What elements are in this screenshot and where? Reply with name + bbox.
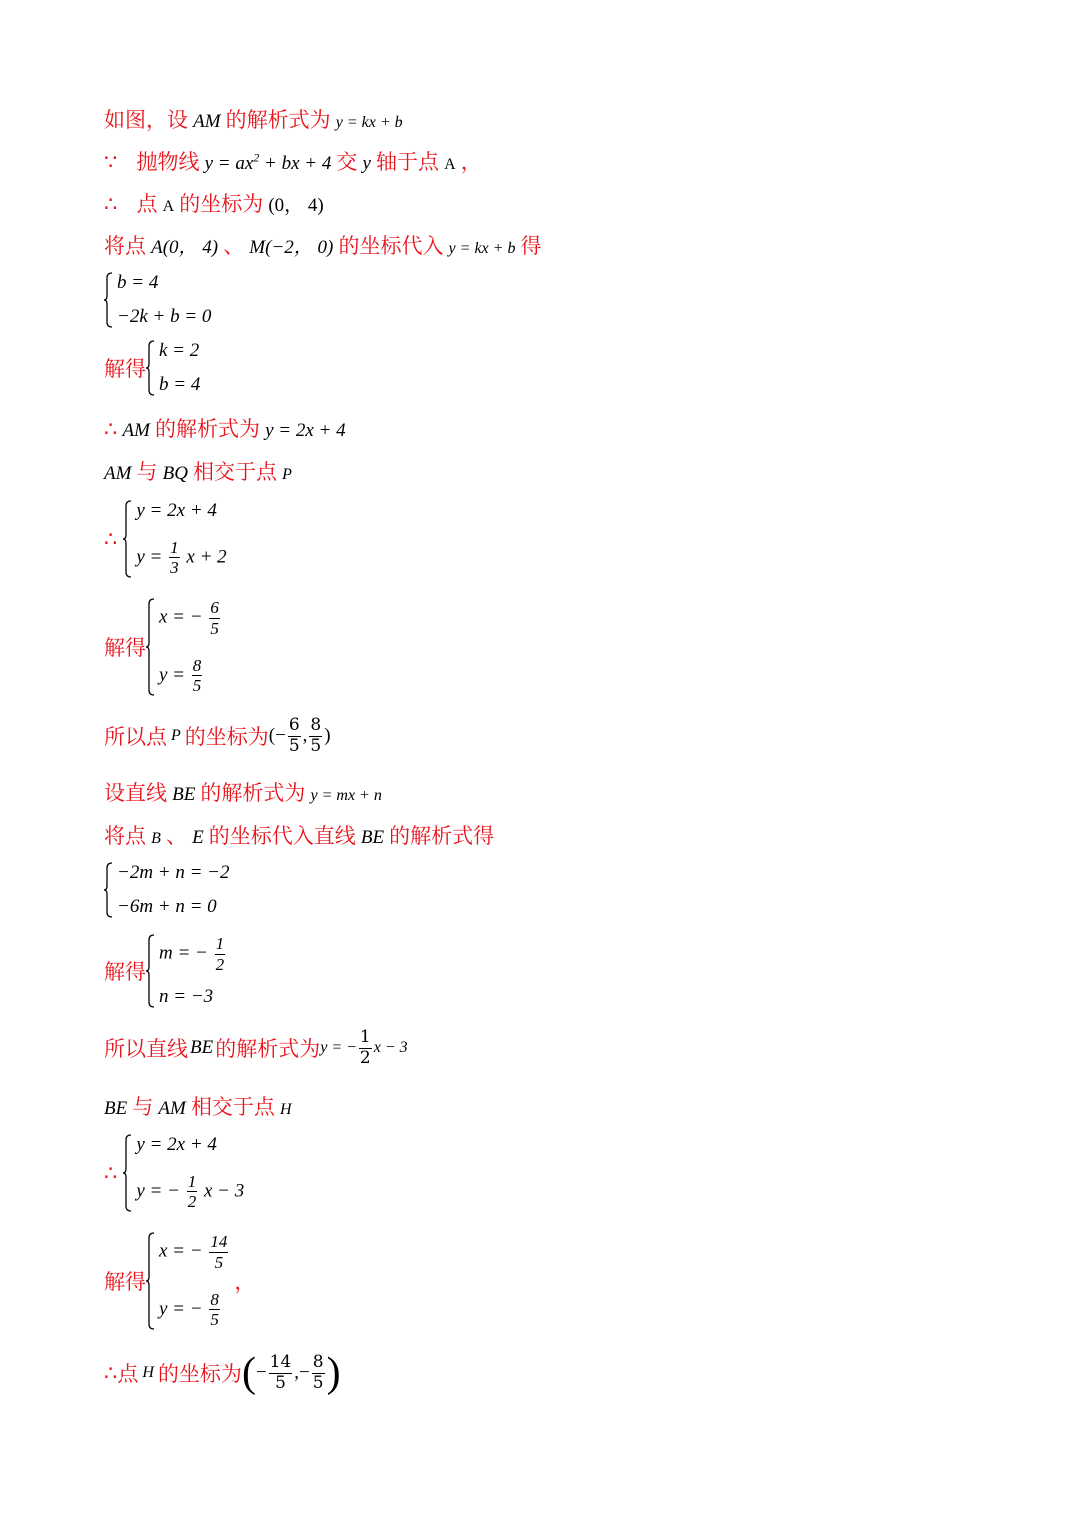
equation: y = 2x + 4 — [136, 500, 217, 521]
eq-part: y = − — [159, 1298, 203, 1320]
text: 的坐标代入直线 — [208, 824, 356, 848]
text: 将点 — [104, 824, 146, 848]
math: y — [362, 153, 371, 174]
text: 设直线 — [104, 781, 167, 805]
fraction — [209, 1232, 228, 1272]
text: 解得 — [104, 636, 146, 660]
text: 的解析式为 — [225, 108, 331, 132]
numerator: 14 — [269, 1351, 292, 1372]
eq-part: m = − — [159, 942, 208, 964]
numerator: 8 — [312, 1351, 324, 1372]
denominator: 5 — [288, 735, 300, 756]
solution-4 — [104, 1232, 255, 1330]
math: AM — [122, 420, 150, 441]
text: 解得 — [104, 357, 146, 381]
math: A(0， 4) — [151, 237, 219, 258]
system-2 — [104, 500, 227, 578]
denominator: 5 — [192, 676, 202, 696]
numerator: 8 — [310, 715, 322, 735]
math: − — [255, 1362, 267, 1383]
text: 的坐标为 — [157, 1362, 242, 1386]
eq-part: y = — [159, 664, 186, 686]
math: H — [280, 1101, 292, 1118]
math: E — [192, 827, 204, 848]
equation: n = −3 — [159, 986, 214, 1007]
solution-1 — [104, 340, 200, 396]
equation: −2k + b = 0 — [117, 306, 212, 327]
math: P — [282, 466, 292, 483]
text: 轴于点 — [376, 150, 440, 174]
equation: −6m + n = 0 — [117, 896, 217, 917]
therefore-symbol: ∴ — [104, 417, 118, 441]
eq-part: x = − — [159, 1240, 203, 1262]
math: y = mx + n — [310, 787, 382, 804]
math: BE — [190, 1037, 214, 1059]
fraction — [187, 1172, 198, 1212]
text: 所以点 — [104, 725, 167, 750]
fraction — [312, 1353, 325, 1393]
text: 的解析式为 — [215, 1037, 321, 1062]
equation: y = 2x + 4 — [136, 1134, 217, 1155]
math: (− — [268, 725, 286, 747]
denominator: 5 — [310, 735, 322, 756]
left-brace — [123, 500, 132, 578]
text: 、 — [223, 234, 245, 258]
equation — [159, 656, 222, 696]
line-16 — [104, 1352, 341, 1394]
line-4 — [104, 230, 542, 260]
math: H — [142, 1364, 154, 1381]
fraction — [215, 934, 226, 974]
left-brace — [104, 272, 113, 328]
line-10 — [104, 777, 382, 807]
text: 将点 — [104, 234, 146, 258]
numerator: 1 — [215, 934, 225, 953]
equation: −2m + n = −2 — [117, 862, 230, 883]
math: ) — [324, 725, 331, 747]
numerator: 6 — [288, 715, 300, 735]
equation — [159, 934, 227, 974]
math: AM — [104, 463, 132, 484]
eq-part: y = — [136, 546, 163, 568]
equation: b = 4 — [159, 374, 201, 395]
text: 相交于点 — [190, 1095, 275, 1119]
text: ， — [234, 1270, 256, 1294]
therefore-symbol: ∴ — [104, 1361, 118, 1385]
math: (0， 4) — [268, 195, 324, 216]
math: AM — [193, 111, 221, 132]
text: 抛物线 — [136, 150, 200, 174]
parabola-equation: $y = ax^2$ + bx + 4 — [204, 150, 332, 174]
text: 点 — [136, 192, 158, 216]
denominator: 2 — [187, 1192, 197, 1212]
text: 、 — [165, 824, 187, 848]
numerator: 14 — [210, 1232, 228, 1251]
numerator: 1 — [170, 537, 179, 557]
math: , — [302, 725, 308, 747]
left-brace — [146, 598, 155, 696]
equation: k = 2 — [159, 340, 200, 361]
fraction — [359, 1028, 372, 1068]
text: 得 — [520, 234, 542, 258]
left-brace — [104, 862, 113, 918]
denominator: 5 — [312, 1372, 324, 1393]
denominator: 2 — [215, 954, 225, 974]
fraction — [169, 538, 180, 578]
denominator: 2 — [359, 1047, 371, 1068]
equation — [159, 598, 222, 638]
fraction — [192, 656, 203, 696]
line-14 — [104, 1091, 292, 1121]
left-brace — [123, 1134, 132, 1212]
line-9 — [104, 716, 331, 756]
text: 解得 — [104, 960, 146, 984]
eq-part: x − 3 — [203, 1180, 245, 1202]
therefore-symbol: ∴ — [104, 1161, 118, 1185]
system-4 — [104, 1134, 244, 1212]
text: 的坐标为 — [184, 725, 269, 750]
equation — [136, 1172, 244, 1212]
therefore-symbol: ∴ — [104, 527, 118, 551]
left-brace — [146, 340, 155, 396]
solution-3 — [104, 934, 227, 1008]
system-1 — [104, 272, 211, 328]
left-brace — [146, 1232, 155, 1330]
line-7 — [104, 456, 292, 486]
text: 点 — [117, 1362, 139, 1386]
close-paren: ) — [326, 1350, 341, 1396]
math: B — [151, 830, 161, 847]
math: BE — [104, 1098, 128, 1119]
math: BQ — [162, 463, 188, 484]
math: M(−2， 0) — [249, 237, 334, 258]
numerator: 6 — [210, 598, 219, 617]
text: 与 — [136, 460, 158, 484]
fraction — [209, 1290, 220, 1330]
numerator: 8 — [192, 655, 202, 675]
math: y = − — [320, 1039, 357, 1057]
line-6 — [104, 413, 346, 443]
line-11 — [104, 820, 494, 850]
line-2 — [104, 146, 482, 176]
denominator: 5 — [275, 1372, 286, 1393]
text: 如图，设 — [104, 108, 188, 132]
open-paren: ( — [241, 1350, 256, 1396]
math: ,− — [294, 1362, 310, 1383]
math: y = kx + b — [335, 114, 403, 131]
text: 的解析式为 — [200, 781, 306, 805]
fraction — [269, 1353, 293, 1393]
numerator: 8 — [210, 1289, 219, 1309]
math: A — [162, 198, 175, 215]
text: 与 — [132, 1095, 154, 1119]
equation — [159, 1232, 230, 1272]
equation — [159, 1290, 230, 1330]
math: A — [444, 156, 456, 173]
math: BE — [360, 827, 385, 848]
line-13 — [104, 1028, 408, 1068]
fraction — [309, 716, 322, 756]
text: ， — [460, 150, 482, 174]
math: BE — [172, 784, 196, 805]
numerator: 1 — [359, 1027, 371, 1047]
denominator: 5 — [210, 1310, 219, 1330]
eq-part: x = − — [159, 606, 203, 628]
math: y = 2x + 4 — [265, 420, 346, 441]
math: AM — [158, 1098, 186, 1119]
because-symbol: ∵ — [104, 150, 118, 174]
line-1 — [104, 104, 403, 134]
text: 解得 — [104, 1270, 146, 1294]
left-brace — [146, 934, 155, 1008]
text: 所以直线 — [104, 1037, 188, 1062]
denominator: 5 — [214, 1252, 224, 1272]
equation: b = 4 — [117, 272, 159, 293]
math: P — [171, 727, 181, 745]
text: 的解析式为 — [155, 417, 260, 441]
text: 交 — [336, 150, 358, 174]
fraction — [288, 716, 301, 756]
text: 的坐标代入 — [338, 234, 444, 258]
math: x − 3 — [373, 1039, 408, 1057]
eq-part: y = − — [136, 1180, 180, 1202]
text: 的坐标为 — [179, 192, 264, 216]
system-3 — [104, 862, 230, 918]
fraction — [209, 598, 220, 638]
therefore-symbol: ∴ — [104, 192, 118, 216]
solution-2 — [104, 598, 222, 696]
math: y = kx + b — [448, 240, 516, 257]
numerator: 1 — [187, 1171, 197, 1191]
denominator: 5 — [210, 618, 219, 638]
text: 的解析式得 — [389, 824, 495, 848]
text: 相交于点 — [193, 460, 278, 484]
equation — [136, 538, 226, 578]
denominator: 3 — [170, 558, 179, 578]
line-3 — [104, 188, 324, 218]
eq-part: x + 2 — [186, 546, 227, 568]
